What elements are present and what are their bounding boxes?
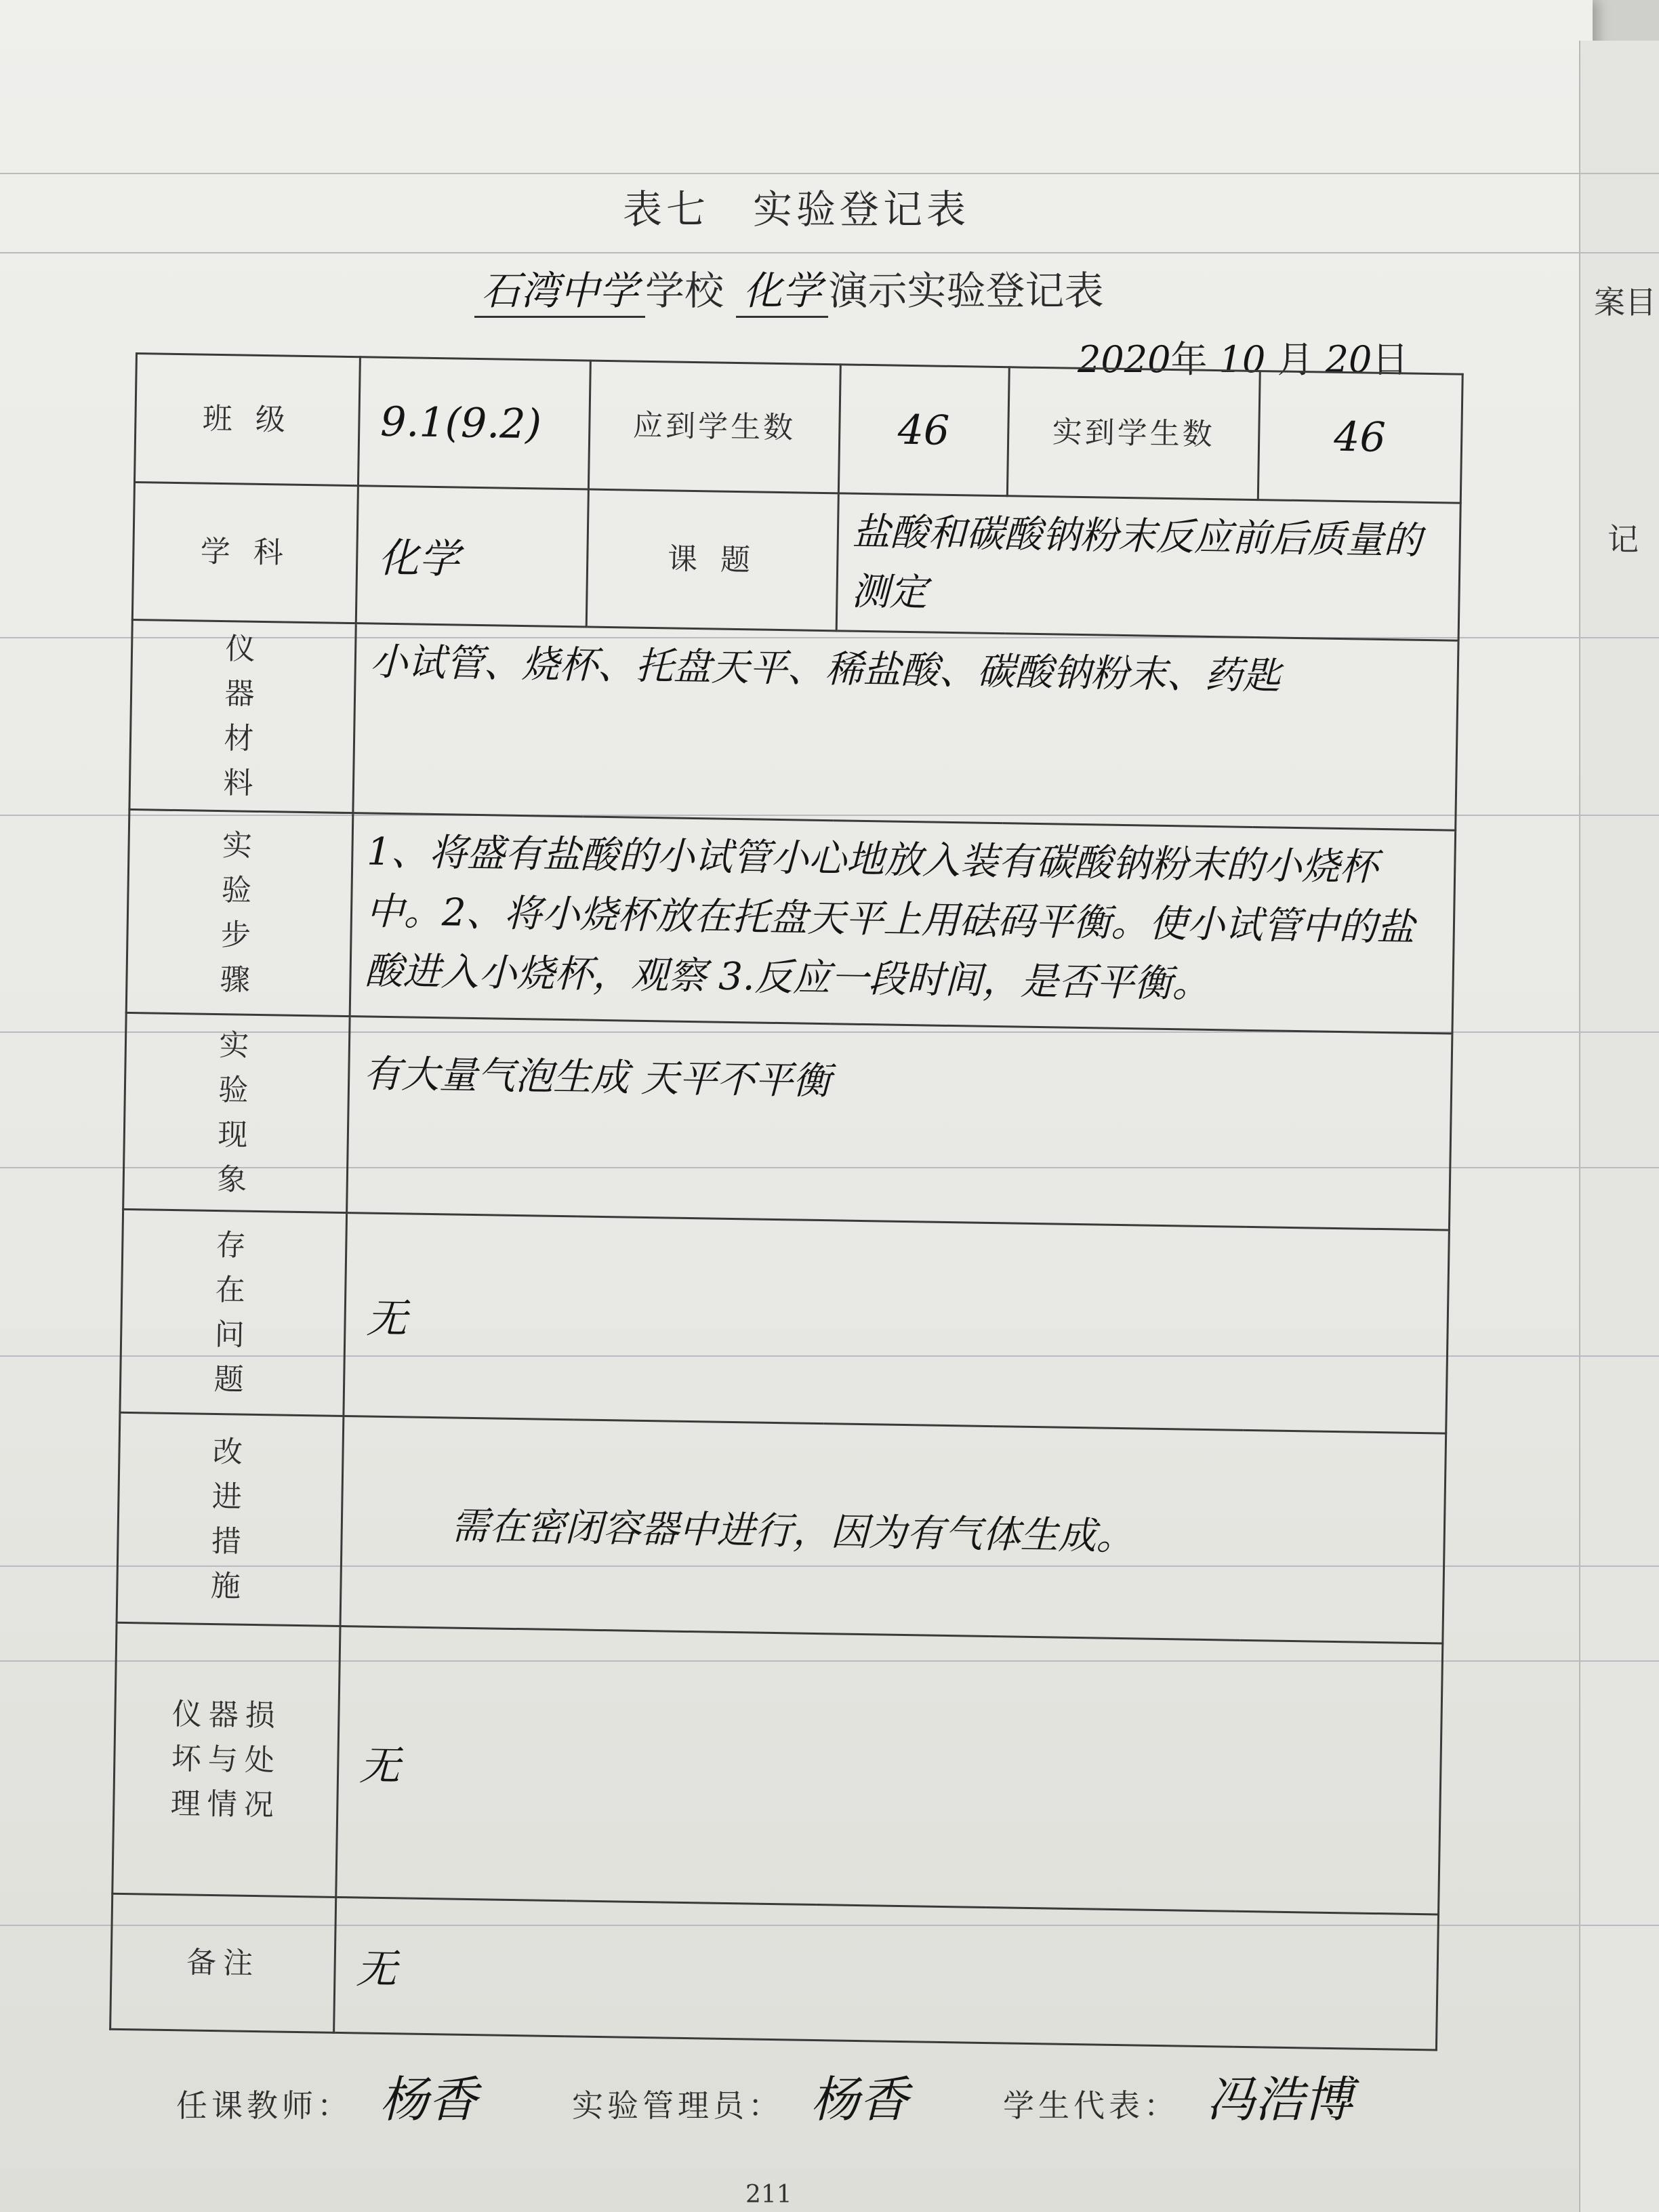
date-day-label: 日 (1372, 338, 1409, 381)
school-suffix: 学校 (645, 268, 724, 314)
page-number: 211 (745, 2181, 792, 2209)
date-day: 20 (1325, 338, 1372, 381)
adjacent-page-edge (1579, 41, 1659, 2212)
improve-label: 改进措施 (117, 1412, 344, 1626)
expected-value: 46 (838, 365, 1010, 496)
table-row (120, 1209, 1449, 1433)
phenomenon-label: 实验现象 (123, 1012, 350, 1212)
table-row (126, 809, 1455, 1033)
date-year: 2020 (1078, 338, 1171, 381)
subtitle-suffix: 演示实验登记表 (828, 268, 1104, 314)
table-row (117, 1412, 1446, 1643)
adjacent-page-text: 记 (1607, 521, 1639, 558)
form-title: 表七 实验登记表 (622, 186, 970, 232)
teacher-label: 任课教师： (176, 2087, 352, 2124)
expected-label: 应到学生数 (588, 361, 840, 493)
registration-table (109, 352, 1464, 2051)
class-value: 9.1(9.2) (358, 357, 590, 489)
form-subtitle (474, 259, 1104, 318)
materials-value: 小试管、烧杯、托盘天平、稀盐酸、碳酸钠粉末、药匙 (353, 623, 1458, 831)
damage-value: 无 (336, 1626, 1443, 1914)
date-year-label: 年 (1170, 338, 1208, 381)
problems-value: 无 (344, 1213, 1450, 1434)
table-row (112, 1622, 1443, 1914)
subject-value: 化学 (356, 486, 588, 627)
materials-label: 仪器材料 (129, 619, 356, 813)
date-month-label: 月 (1277, 338, 1314, 381)
problems-label: 存在问题 (120, 1209, 347, 1416)
class-label: 班 级 (134, 354, 360, 486)
notes-label: 备注 (110, 1893, 336, 2032)
admin-signature: 杨香 (811, 2071, 909, 2128)
improve-value: 需在密闭容器中进行，因为有气体生成。 (340, 1416, 1446, 1644)
student-signature: 冯浩博 (1206, 2071, 1353, 2128)
ruled-line (0, 173, 1659, 174)
notes-value: 无 (333, 1897, 1438, 2050)
table-row (110, 1893, 1439, 2050)
subject-name: 化学 (736, 259, 828, 318)
topic-label: 课 题 (586, 489, 838, 631)
signature-footer (176, 2060, 1464, 2131)
damage-label: 仪器损坏与处理情况 (112, 1622, 340, 1897)
actual-value: 46 (1258, 371, 1462, 504)
date-month: 10 (1218, 338, 1266, 381)
school-name: 石湾中学 (474, 259, 645, 318)
topic-value: 盐酸和碳酸钠粉末反应前后质量的测定 (836, 493, 1460, 640)
phenomenon-value: 有大量气泡生成 天平不平衡 (346, 1017, 1452, 1231)
table-row (129, 619, 1458, 830)
student-label: 学生代表： (1003, 2087, 1180, 2124)
subject-label: 学 科 (132, 482, 358, 623)
teacher-signature: 杨香 (380, 2071, 478, 2128)
steps-label: 实验步骤 (126, 809, 353, 1016)
table-row (132, 482, 1460, 640)
adjacent-page-text: 案目 (1594, 284, 1656, 321)
ruled-line (0, 252, 1659, 253)
steps-value: 1、将盛有盐酸的小试管小心地放入装有碳酸钠粉末的小烧杯中。2、将小烧杯放在托盘天平上用砝码平衡。使小试管中的盐酸进入小烧杯，观察 3.反应一段时间，是否平衡。 (350, 813, 1456, 1034)
actual-label: 实到学生数 (1008, 367, 1260, 500)
admin-label: 实验管理员： (572, 2087, 784, 2124)
table-row (134, 354, 1462, 504)
table-row (123, 1012, 1452, 1230)
